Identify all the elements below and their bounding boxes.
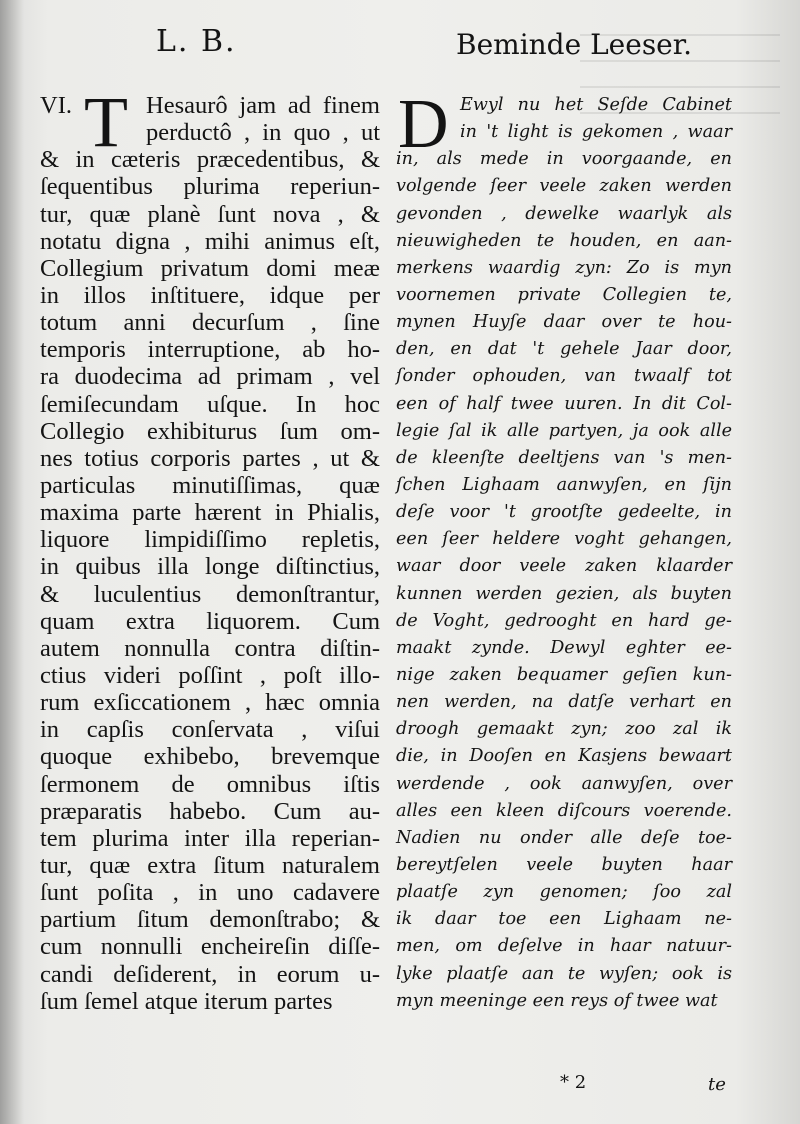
text-line: ſunt poſita , in uno cadavere [40,879,380,907]
text-line: volgende ſeer veele zaken werden [396,176,732,197]
text-line: in, als mede in voorgaande, en [396,149,732,170]
text-line: de kleenſte deeltjens van 's men- [396,447,732,468]
text-line: voornemen private Collegien te, [396,284,732,305]
text-line: den, en dat 't gehele Jaar door, [396,339,732,360]
text-line: in 't light is gekomen , waar [460,122,732,143]
text-line: partium ſitum demonſtrabo; & [40,906,380,934]
text-line: nige zaken bequamer geſien kun- [396,664,732,685]
text-line: Hesaurô jam ad finem [146,92,380,119]
text-line: liquore limpidiſſimo repletis, [40,526,380,554]
text-line: Collegium privatum domi meæ [40,254,380,282]
text-line: merkens waardig zyn: Zo is myn [396,257,732,278]
text-line: ra duodecima ad primam , vel [40,363,380,391]
text-line: werdende , ook aanwyſen, over [396,773,732,794]
text-line: legie ſal ik alle partyen, ja ook alle [396,420,732,441]
text-line: cum nonnulli encheireſin diſſe- [40,933,380,961]
text-line: alles een kleen diſcours voerende. [396,800,732,821]
latin-text-column [40,92,380,1015]
section-numeral: VI. [40,92,72,119]
text-line: deſe voor 't grootſte gedeelte, in [396,502,732,523]
text-line: in illos inſtituere, idque per [40,281,380,309]
text-line: men, om deſelve in haar natuur- [396,936,732,957]
running-head-right: Beminde Leeser. [456,28,692,61]
catchword: te [708,1074,726,1095]
text-line: een ſeer heldere voght gehangen, [396,529,732,550]
text-line: tur, quæ extra ſitum naturalem [40,851,380,879]
text-line: quoque exhibebo, brevemque [40,743,380,771]
text-line: & luculentius demonſtrantur, [40,580,380,608]
text-line: ſum ſemel atque iterum partes [40,987,333,1015]
text-line: ſequentibus plurima reperiun- [40,173,380,201]
text-line: lyke plaatſe aan te wyſen; ook is [396,963,732,984]
text-line: Collegio exhibiturus ſum om- [40,417,380,445]
text-line: nes totius corporis partes , ut & [40,444,380,472]
text-line: maxima parte hærent in Phialis, [40,499,380,527]
text-line: ſermonem de omnibus iſtis [40,770,380,798]
text-line: nen werden, na datſe verhart en [396,692,732,713]
text-line: Nadien nu onder alle deſe toe- [396,827,732,848]
text-line: notatu digna , mihi animus eſt, [40,227,380,255]
text-line: ſemiſecundam uſque. In hoc [40,390,380,418]
text-line: een of half twee uuren. In dit Col- [396,393,732,414]
text-line: ik daar toe een Lighaam ne- [396,909,732,930]
text-line: droogh gemaakt zyn; zoo zal ik [396,719,732,740]
text-line: perductô , in quo , ut [146,119,380,147]
text-line: die, in Dooſen en Kasjens bewaart [396,746,732,767]
text-line: in capſis conſervata , viſui [40,716,380,744]
text-line: quam extra liquorem. Cum [40,607,380,635]
signature-mark: * 2 [560,1072,587,1093]
drop-cap-latin: T [84,82,128,162]
text-line: maakt zynde. Dewyl eghter ee- [396,637,732,658]
text-line: gevonden , dewelke waarlyk als [396,203,732,224]
text-line: particulas minutiſſimas, quæ [40,471,380,499]
text-line: mynen Huyſe daar over te hou- [396,312,732,333]
text-line: præparatis habebo. Cum au- [40,797,380,825]
running-head-left: L. B. [156,24,237,59]
spine-shadow [0,0,24,1124]
text-line: in quibus illa longe diſtinctius, [40,553,380,581]
text-line: myn meeninge een reys of twee wat [396,990,718,1011]
dutch-text-column [396,86,732,1015]
text-line: & in cæteris præcedentibus, & [40,146,380,174]
text-line: rum exſiccationem , hæc omnia [40,689,380,717]
text-line: de Voght, gedrooght en hard ge- [396,610,732,631]
drop-cap-dutch: D [398,86,449,163]
text-line: totum anni decurſum , ſine [40,309,380,337]
text-line: plaatſe zyn genomen; ſoo zal [396,882,732,903]
text-line: candi deſiderent, in eorum u- [40,960,380,988]
text-line: autem nonnulla contra diſtin- [40,634,380,662]
text-line: temporis interruptione, ab ho- [40,336,380,364]
text-line: ſchen Lighaam aanwyſen, en ſijn [396,474,732,495]
text-line: ſonder ophouden, van twaalf tot [396,366,732,387]
text-line: kunnen werden gezien, als buyten [396,583,732,604]
text-line: waar door veele zaken klaarder [396,556,732,577]
text-line: tem plurima inter illa reperian- [40,824,380,852]
text-line: nieuwigheden te houden, en aan- [396,230,732,251]
text-line: Ewyl nu het Seſde Cabinet [460,95,732,115]
text-line: bereytſelen veele buyten haar [396,854,732,875]
text-line: tur, quæ planè ſunt nova , & [40,200,380,228]
text-line: ctius videri poſſint , poſt illo- [40,661,380,689]
